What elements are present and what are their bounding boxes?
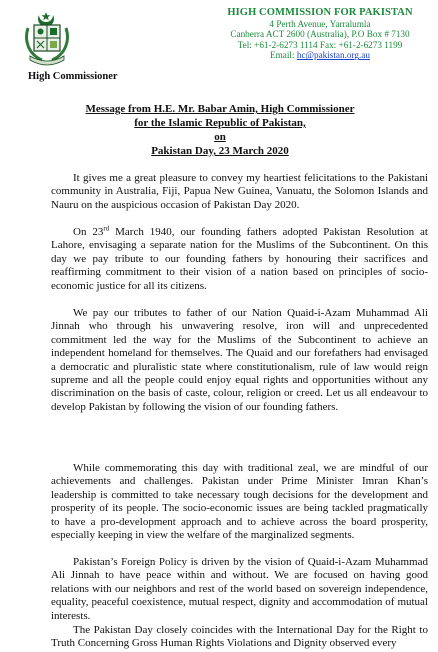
email-link[interactable]: hc@pakistan.org.au [296,50,370,61]
heading-line-2: for the Islamic Republic of Pakistan, [134,117,306,129]
paragraph-foreign-policy: Pakistan’s Foreign Policy is driven by the vision of Quaid-i-Azam Muhammad Ali Jinnah to have peace within and without. We are focused on having good relations with our neighbors and rest of the world based on sovereign independence, equality, peaceful coexistence, mutual respect, dignity and accommodation of mutual interests. [51,556,428,622]
organization-name: HIGH COMMISSION FOR PAKISTAN [227,7,413,18]
message-heading [40,102,400,158]
pakistan-state-emblem-icon [22,10,72,66]
email-label: Email: [270,50,297,61]
sender-title: High Commissioner [28,71,118,82]
email-line [220,50,420,61]
heading-line-4: Pakistan Day, 23 March 2020 [151,145,289,157]
address-line-2: Canberra ACT 2600 (Australia), P.O Box # 7130 [230,29,410,40]
paragraph-resolution [51,226,428,293]
paragraph-resolution-text: March 1940, our founding fathers adopted Pakistan Resolution at Lahore, envisaging a separate nation for the Muslims of the Subcontinent. On this day we pay tribute to our founding fathers by honouring their sacrifices and reaffirming commitment to their vision of a nation based on principles of socio-economic justice for all its citizens. [51,226,428,292]
heading-line-3: on [214,131,226,143]
paragraph-commemoration: While commemorating this day with traditional zeal, we are mindful of our achievements and challenges. Pakistan under Prime Minister Imran Khan’s leadership is committed to take necessary tough decisions for the development and prosperity of its people. The socio-economic issues are being tackled pragmatically to have a pro-development approach and to achieve across the board prosperity, especially keeping in view the welfare of the marginalized segments. [51,462,428,542]
address-line-1: 4 Perth Avenue, Yarralumla [269,18,371,29]
phone-line: Tel: +61-2-6273 1114 Fax: +61-2-6273 1199 [237,39,403,50]
ordinal-suffix: rd [103,224,110,233]
paragraph-felicitations: It gives me a great pleasure to convey my heartiest felicitations to the Pakistani community in Australia, Fiji, Papua New Guinea, Vanuatu, the Solomon Islands and Nauru on the auspicious occasion of Pakistan Day 2020. [51,172,428,211]
paragraph-tributes: We pay our tributes to father of our Nation Quaid-i-Azam Muhammad Ali Jinnah who through his unwavering resolve, iron will and unprecedented commitment led the way for the Muslims of the Subcontinent to achieve an independent homeland for themselves. The Quaid and our forefathers had envisaged a democratic and pluralistic state where constitutionalism, rule of law would reign supreme and all the people could enjoy equal rights and opportunities without any discrimination on the basis of caste, colour, religion or creed. Let us all endeavour to develop Pakistan by following the vision of our founding fathers. [51,307,428,413]
heading-line-1: Message from H.E. Mr. Babar Amin, High Commissioner [85,103,355,115]
paragraph-right-to-truth: The Pakistan Day closely coincides with the International Day for the Right to Truth Concerning Gross Human Rights Violations and Dignity observed every [51,624,428,650]
paragraph-resolution-date: On 23 [73,226,104,238]
letterhead [220,8,420,61]
